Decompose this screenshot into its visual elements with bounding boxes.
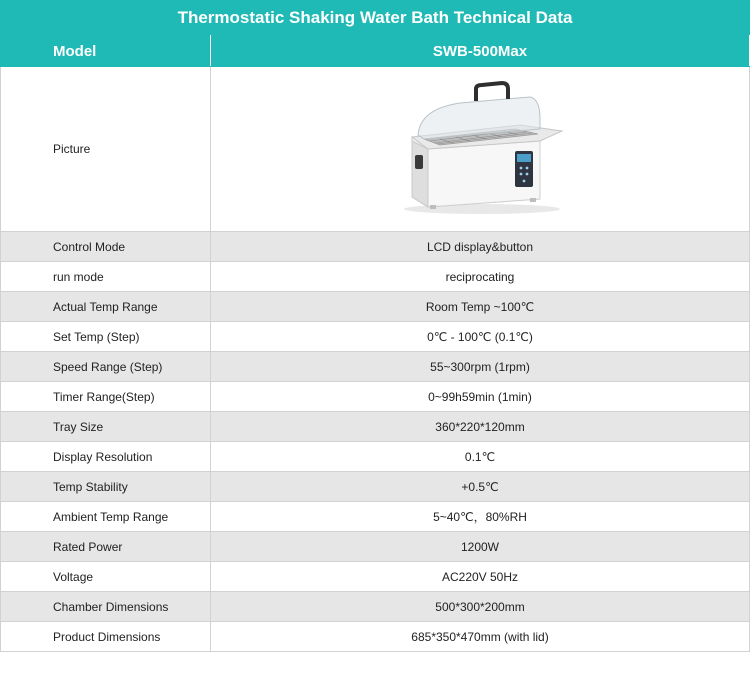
spec-value: +0.5℃ — [211, 472, 750, 502]
table-row — [1, 622, 750, 652]
spec-value: 360*220*120mm — [211, 412, 750, 442]
spec-value: 0℃ - 100℃ (0.1℃) — [211, 322, 750, 352]
spec-key: Rated Power — [1, 532, 211, 562]
spec-key: Temp Stability — [1, 472, 211, 502]
picture-label: Picture — [1, 67, 211, 232]
spec-value: 685*350*470mm (with lid) — [211, 622, 750, 652]
header-key: Model — [1, 36, 211, 67]
spec-key: Control Mode — [1, 232, 211, 262]
spec-value: reciprocating — [211, 262, 750, 292]
spec-key: Product Dimensions — [1, 622, 211, 652]
page-title: Thermostatic Shaking Water Bath Technical Data — [0, 0, 750, 36]
spec-value: AC220V 50Hz — [211, 562, 750, 592]
spec-key: run mode — [1, 262, 211, 292]
spec-value: 0~99h59min (1min) — [211, 382, 750, 412]
spec-key: Tray Size — [1, 412, 211, 442]
table-row — [1, 442, 750, 472]
spec-value: Room Temp ~100℃ — [211, 292, 750, 322]
picture-cell — [211, 67, 750, 232]
spec-rows — [1, 232, 750, 652]
table-row — [1, 232, 750, 262]
spec-key: Timer Range(Step) — [1, 382, 211, 412]
table-row — [1, 292, 750, 322]
table-row — [1, 262, 750, 292]
table-row — [1, 322, 750, 352]
spec-key: Chamber Dimensions — [1, 592, 211, 622]
table-row — [1, 472, 750, 502]
table-row — [1, 502, 750, 532]
spec-value: 1200W — [211, 532, 750, 562]
table-row — [1, 382, 750, 412]
spec-value: 55~300rpm (1rpm) — [211, 352, 750, 382]
header-value: SWB-500Max — [211, 36, 750, 67]
spec-key: Display Resolution — [1, 442, 211, 472]
spec-value: 0.1℃ — [211, 442, 750, 472]
table-row — [1, 562, 750, 592]
spec-table — [0, 35, 750, 652]
spec-key: Set Temp (Step) — [1, 322, 211, 352]
spec-value: LCD display&button — [211, 232, 750, 262]
spec-value: 500*300*200mm — [211, 592, 750, 622]
table-row — [1, 352, 750, 382]
water-bath-device-image — [390, 79, 570, 219]
spec-key: Voltage — [1, 562, 211, 592]
table-row — [1, 532, 750, 562]
table-header-row — [1, 36, 750, 67]
spec-value: 5~40℃，80%RH — [211, 502, 750, 532]
spec-key: Actual Temp Range — [1, 292, 211, 322]
table-row — [1, 412, 750, 442]
table-row — [1, 592, 750, 622]
spec-key: Speed Range (Step) — [1, 352, 211, 382]
spec-key: Ambient Temp Range — [1, 502, 211, 532]
picture-row — [1, 67, 750, 232]
